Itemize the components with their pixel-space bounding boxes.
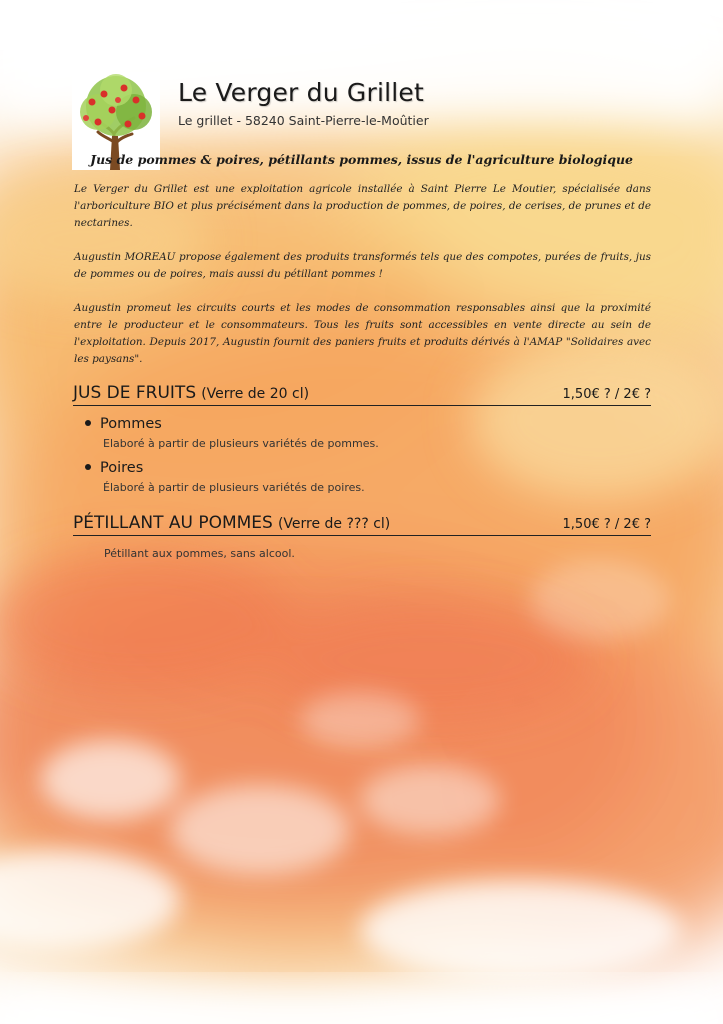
bullet-icon bbox=[85, 464, 91, 470]
product-name: Poires bbox=[100, 460, 144, 476]
tagline: Jus de pommes & poires, pétillants pommes, issus de l'agriculture biologique bbox=[90, 152, 633, 167]
section-title: JUS DE FRUITS bbox=[73, 383, 197, 403]
product-description: Élaboré à partir de plusieurs variétés de poires. bbox=[103, 481, 365, 494]
section-heading bbox=[73, 513, 390, 533]
bullet-icon bbox=[85, 420, 91, 426]
section-jus-de-fruits bbox=[73, 383, 651, 502]
section-price: 1,50€ ? / 2€ ? bbox=[562, 517, 651, 532]
intro-text bbox=[74, 181, 651, 385]
section-heading bbox=[73, 383, 309, 403]
product-description: Pétillant aux pommes, sans alcool. bbox=[104, 547, 295, 560]
product-description: Elaboré à partir de plusieurs variétés de pommes. bbox=[103, 437, 379, 450]
list-item bbox=[85, 458, 651, 497]
section-price: 1,50€ ? / 2€ ? bbox=[562, 387, 651, 402]
product-name: Pommes bbox=[100, 416, 162, 432]
product-list bbox=[73, 414, 651, 497]
section-subtitle: (Verre de 20 cl) bbox=[201, 386, 310, 402]
address: Le grillet - 58240 Saint-Pierre-le-Moûtier bbox=[178, 113, 429, 128]
section-subtitle: (Verre de ??? cl) bbox=[277, 516, 391, 532]
section-title: PÉTILLANT AU POMMES bbox=[73, 513, 273, 533]
intro-paragraph: Augustin MOREAU propose également des produits transformés tels que des compotes, purées de fruits, jus de pommes ou de poires, mais aussi du pétillant pommes ! bbox=[74, 251, 651, 280]
section-header bbox=[73, 513, 651, 536]
section-header bbox=[73, 383, 651, 406]
intro-paragraph: Augustin promeut les circuits courts et les modes de consommation responsables ainsi que la proximité entre le producteur et le consommateurs. Tous les fruits sont accessibles en vente directe au sein de l'exploitation. Depuis 2017, Augustin fournit des paniers fruits et produits dérivés à l'AMAP "Solidaires avec les paysans". bbox=[74, 302, 651, 365]
page-title: Le Verger du Grillet bbox=[178, 78, 425, 107]
intro-paragraph: Le Verger du Grillet est une exploitation agricole installée à Saint Pierre Le Moutier, spécialisée dans l'arboriculture BIO et plus précisément dans la production de pommes, de poires, de cerises, de prunes et de nectarines. bbox=[74, 183, 651, 229]
section-petillant bbox=[73, 513, 651, 560]
list-item bbox=[85, 414, 651, 453]
